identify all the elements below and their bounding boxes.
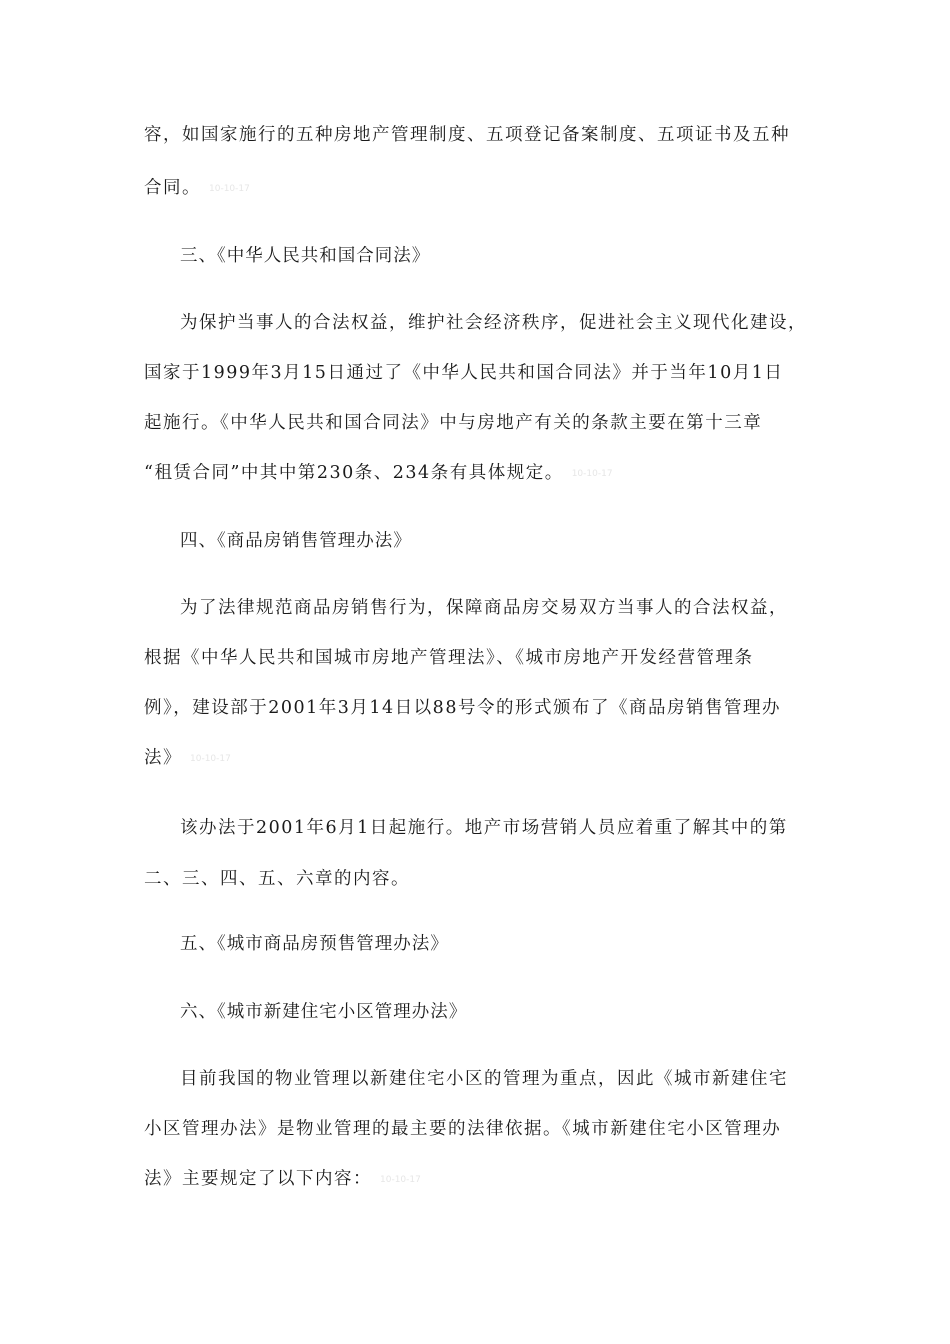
paragraph-line: 例》，建设部于2001年3月14日以88号令的形式颁布了《商品房销售管理办 <box>144 698 781 718</box>
watermark-text: 10-10-17 <box>571 468 613 479</box>
paragraph-line: 法》 10-10-17 <box>144 748 231 768</box>
paragraph-line: 容，如国家施行的五种房地产管理制度、五项登记备案制度、五项证书及五种 <box>144 125 790 145</box>
paragraph-line: “租赁合同”中其中第230条、234条有具体规定。 10-10-17 <box>144 463 613 483</box>
section-heading: 四、《商品房销售管理办法》 <box>180 531 412 551</box>
watermark-text: 10-10-17 <box>190 753 231 764</box>
section-heading: 六、《城市新建住宅小区管理办法》 <box>180 1002 468 1022</box>
paragraph-line: 国家于1999年3月15日通过了《中华人民共和国合同法》并于当年10月1日 <box>144 363 784 383</box>
watermark-text: 10-10-17 <box>380 1174 421 1185</box>
paragraph-line: 二、三、四、五、六章的内容。 <box>144 869 410 889</box>
paragraph-line: 目前我国的物业管理以新建住宅小区的管理为重点，因此《城市新建住宅 <box>180 1069 788 1089</box>
section-heading: 五、《城市商品房预售管理办法》 <box>180 934 449 954</box>
paragraph-line: 根据《中华人民共和国城市房地产管理法》、《城市房地产开发经营管理条 <box>144 648 754 668</box>
paragraph-line: 法》主要规定了以下内容： 10-10-17 <box>144 1169 421 1189</box>
section-heading: 三、《中华人民共和国合同法》 <box>180 246 431 266</box>
paragraph-line: 该办法于2001年6月1日起施行。地产市场营销人员应着重了解其中的第 <box>180 818 788 838</box>
paragraph-line: 合同。 10-10-17 <box>144 178 250 198</box>
paragraph-line: 起施行。《中华人民共和国合同法》中与房地产有关的条款主要在第十三章 <box>144 413 763 433</box>
paragraph-line: 为了法律规范商品房销售行为，保障商品房交易双方当事人的合法权益， <box>180 598 788 618</box>
paragraph-line: 小区管理办法》是物业管理的最主要的法律依据。《城市新建住宅小区管理办 <box>144 1119 782 1139</box>
paragraph-line: 为保护当事人的合法权益，维护社会经济秩序，促进社会主义现代化建设， <box>180 313 807 333</box>
watermark-text: 10-10-17 <box>209 183 250 194</box>
